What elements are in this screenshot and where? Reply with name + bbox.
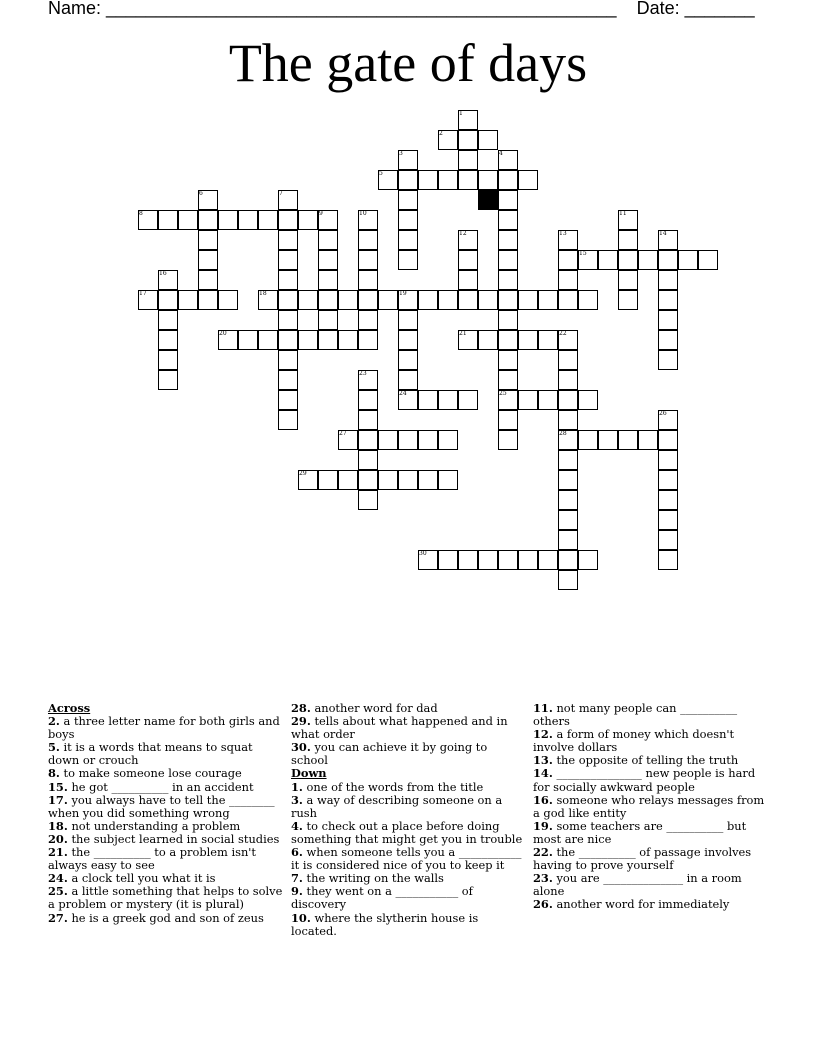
clue-number: 26 bbox=[659, 410, 667, 417]
grid-cell[interactable] bbox=[358, 390, 378, 410]
grid-cell[interactable] bbox=[398, 190, 418, 210]
grid-cell[interactable] bbox=[278, 250, 298, 270]
grid-cell[interactable] bbox=[638, 430, 658, 450]
clue bbox=[48, 912, 284, 925]
grid-cell[interactable] bbox=[618, 250, 638, 270]
clue bbox=[291, 912, 523, 938]
clue-number-label: 14. bbox=[533, 766, 553, 781]
name-field[interactable]: Name: ___________________________________________________ bbox=[48, 0, 617, 18]
grid-cell[interactable] bbox=[558, 370, 578, 390]
clue-number: 8 bbox=[139, 210, 143, 217]
grid-cell[interactable] bbox=[398, 210, 418, 230]
grid-cell[interactable] bbox=[158, 330, 178, 350]
grid-cell[interactable] bbox=[358, 230, 378, 250]
clue-text: the subject learned in social studies bbox=[67, 831, 280, 846]
clue-text: you always have to tell the ________ when you did something wrong bbox=[48, 792, 275, 820]
grid-cell[interactable] bbox=[178, 290, 198, 310]
grid-cell[interactable] bbox=[358, 250, 378, 270]
grid-cell[interactable] bbox=[658, 470, 678, 490]
clue-number-label: 19. bbox=[533, 818, 553, 833]
clue-number: 19 bbox=[399, 290, 407, 297]
grid-cell[interactable] bbox=[478, 290, 498, 310]
page-title: The gate of days bbox=[228, 33, 588, 93]
clue-text: the __________ of passage involves having to prove yourself bbox=[533, 845, 752, 873]
grid-cell[interactable] bbox=[358, 270, 378, 290]
clue-number-label: 6. bbox=[291, 845, 303, 860]
clue-number: 4 bbox=[499, 150, 503, 157]
clue-number-label: 3. bbox=[291, 792, 303, 807]
grid-cell[interactable] bbox=[298, 290, 318, 310]
grid-cell[interactable] bbox=[558, 410, 578, 430]
clue-number: 18 bbox=[259, 290, 267, 297]
clue-text: where the slytherin house is located. bbox=[291, 910, 479, 938]
clue-number: 9 bbox=[319, 210, 323, 217]
grid-cell[interactable] bbox=[458, 550, 478, 570]
clue-number-label: 16. bbox=[533, 792, 553, 807]
clues-column-1 bbox=[48, 702, 284, 925]
clue-number: 30 bbox=[419, 550, 427, 557]
grid-cell[interactable] bbox=[558, 550, 578, 570]
clue-text: you are ______________ in a room alone bbox=[533, 871, 742, 899]
grid-cell[interactable] bbox=[578, 290, 598, 310]
across-heading: Across bbox=[48, 701, 91, 715]
clue-number-label: 1. bbox=[291, 779, 303, 794]
grid-cell[interactable] bbox=[358, 450, 378, 470]
grid-cell[interactable] bbox=[438, 290, 458, 310]
grid-cell[interactable] bbox=[318, 270, 338, 290]
clue-number-label: 5. bbox=[48, 740, 60, 755]
grid-cell[interactable] bbox=[318, 310, 338, 330]
clue-number-label: 25. bbox=[48, 884, 68, 899]
clue-number-label: 22. bbox=[533, 845, 553, 860]
grid-cell[interactable] bbox=[278, 270, 298, 290]
grid-cell[interactable] bbox=[438, 390, 458, 410]
grid-cell[interactable] bbox=[398, 470, 418, 490]
clue-text: to check out a place before doing something that might get you in trouble bbox=[291, 818, 523, 846]
grid-cell[interactable] bbox=[678, 250, 698, 270]
grid-cell[interactable] bbox=[658, 550, 678, 570]
grid-cell[interactable] bbox=[198, 250, 218, 270]
grid-cell[interactable] bbox=[558, 530, 578, 550]
grid-cell[interactable] bbox=[498, 270, 518, 290]
grid-cell[interactable] bbox=[338, 470, 358, 490]
clue bbox=[533, 794, 769, 820]
grid-cell[interactable] bbox=[658, 490, 678, 510]
clue-text: a clock tell you what it is bbox=[67, 871, 216, 886]
grid-cell[interactable] bbox=[418, 170, 438, 190]
clue-number-label: 18. bbox=[48, 818, 68, 833]
clue-number-label: 13. bbox=[533, 753, 553, 768]
grid-cell[interactable] bbox=[338, 290, 358, 310]
clue-text: when someone tells you a ___________ it is considered nice of you to keep it bbox=[291, 845, 522, 873]
clue-number: 10 bbox=[359, 210, 367, 217]
grid-cell[interactable] bbox=[478, 170, 498, 190]
grid-cell[interactable] bbox=[658, 510, 678, 530]
grid-cell[interactable] bbox=[658, 290, 678, 310]
clue-number: 24 bbox=[399, 390, 407, 397]
grid-cell[interactable] bbox=[498, 310, 518, 330]
clue bbox=[48, 794, 284, 820]
clue-text: he is a greek god and son of zeus bbox=[67, 910, 264, 925]
grid-cell[interactable] bbox=[538, 290, 558, 310]
grid-cell[interactable] bbox=[558, 490, 578, 510]
grid-cell[interactable] bbox=[658, 250, 678, 270]
grid-cell[interactable] bbox=[158, 290, 178, 310]
grid-cell[interactable] bbox=[558, 450, 578, 470]
grid-cell[interactable] bbox=[498, 190, 518, 210]
grid-cell[interactable] bbox=[398, 250, 418, 270]
grid-cell[interactable] bbox=[258, 210, 278, 230]
clue-number-label: 10. bbox=[291, 910, 311, 925]
clue-text: the writing on the walls bbox=[302, 871, 444, 886]
grid-cell[interactable] bbox=[458, 390, 478, 410]
clue bbox=[533, 872, 769, 898]
clue-number: 25 bbox=[499, 390, 507, 397]
grid-cell[interactable] bbox=[358, 470, 378, 490]
grid-cell[interactable] bbox=[318, 290, 338, 310]
clue bbox=[533, 898, 769, 911]
grid-cell[interactable] bbox=[278, 350, 298, 370]
clue-number: 29 bbox=[299, 470, 307, 477]
clues-column-3 bbox=[533, 702, 769, 912]
grid-cell[interactable] bbox=[458, 130, 478, 150]
grid-cell[interactable] bbox=[398, 430, 418, 450]
clue-text: a form of money which doesn't involve dollars bbox=[533, 727, 735, 755]
clue-text: not understanding a problem bbox=[67, 818, 241, 833]
grid-cell[interactable] bbox=[418, 430, 438, 450]
grid-cell[interactable] bbox=[198, 210, 218, 230]
grid-cell[interactable] bbox=[158, 350, 178, 370]
grid-cell[interactable] bbox=[558, 390, 578, 410]
grid-cell[interactable] bbox=[398, 330, 418, 350]
clue-number-label: 7. bbox=[291, 871, 303, 886]
clue bbox=[533, 702, 769, 728]
clue-number-label: 8. bbox=[48, 766, 60, 781]
grid-cell[interactable] bbox=[358, 490, 378, 510]
clue-number: 17 bbox=[139, 290, 147, 297]
grid-cell[interactable] bbox=[618, 230, 638, 250]
clue-text: someone who relays messages from a god like entity bbox=[533, 792, 765, 820]
grid-cell[interactable] bbox=[538, 330, 558, 350]
clue-text: another word for dad bbox=[310, 701, 438, 715]
clue bbox=[533, 820, 769, 846]
clue-text: tells about what happened and in what order bbox=[291, 714, 508, 742]
clue-text: not many people can __________ others bbox=[533, 701, 738, 729]
grid-cell[interactable] bbox=[198, 270, 218, 290]
clue-text: it is a words that means to squat down or crouch bbox=[48, 740, 253, 768]
clue-text: the __________ to a problem isn't always easy to see bbox=[48, 845, 256, 873]
grid-cell[interactable] bbox=[278, 290, 298, 310]
clue bbox=[48, 741, 284, 767]
clue-number: 21 bbox=[459, 330, 467, 337]
clue bbox=[533, 767, 769, 793]
grid-cell[interactable] bbox=[658, 270, 678, 290]
grid-cell[interactable] bbox=[418, 390, 438, 410]
grid-cell[interactable] bbox=[538, 390, 558, 410]
grid-cell[interactable] bbox=[278, 310, 298, 330]
grid-cell[interactable] bbox=[358, 290, 378, 310]
grid-cell[interactable] bbox=[558, 270, 578, 290]
grid-cell[interactable] bbox=[458, 150, 478, 170]
grid-cell[interactable] bbox=[558, 350, 578, 370]
grid-cell[interactable] bbox=[498, 410, 518, 430]
clue-number: 1 bbox=[459, 110, 463, 117]
grid-cell[interactable] bbox=[498, 210, 518, 230]
grid-cell[interactable] bbox=[278, 330, 298, 350]
grid-cell[interactable] bbox=[358, 410, 378, 430]
grid-cell[interactable] bbox=[418, 290, 438, 310]
grid-cell[interactable] bbox=[658, 430, 678, 450]
clue-number: 5 bbox=[379, 170, 383, 177]
down-heading: Down bbox=[291, 766, 327, 781]
grid-cell[interactable] bbox=[598, 430, 618, 450]
clue-text: a little something that helps to solve a problem or mystery (it is plural) bbox=[48, 884, 283, 912]
grid-cell[interactable] bbox=[398, 370, 418, 390]
grid-cell[interactable] bbox=[658, 350, 678, 370]
grid-cell[interactable] bbox=[578, 550, 598, 570]
grid-cell[interactable] bbox=[438, 430, 458, 450]
clue bbox=[291, 846, 523, 872]
grid-cell[interactable] bbox=[618, 430, 638, 450]
grid-cell[interactable] bbox=[198, 230, 218, 250]
grid-cell[interactable] bbox=[598, 250, 618, 270]
clue-number: 14 bbox=[659, 230, 667, 237]
grid-cell[interactable] bbox=[558, 510, 578, 530]
clue-number: 6 bbox=[199, 190, 203, 197]
clue-number: 15 bbox=[579, 250, 587, 257]
grid-cell[interactable] bbox=[498, 230, 518, 250]
grid-cell[interactable] bbox=[518, 330, 538, 350]
date-field[interactable]: Date: _______ bbox=[636, 0, 755, 18]
clue-number-label: 2. bbox=[48, 714, 60, 729]
clue-text: _______________ new people is hard for socially awkward people bbox=[533, 766, 756, 794]
grid-cell[interactable] bbox=[658, 330, 678, 350]
grid-cell[interactable] bbox=[198, 290, 218, 310]
grid-cell[interactable] bbox=[158, 370, 178, 390]
grid-cell[interactable] bbox=[358, 330, 378, 350]
grid-cell[interactable] bbox=[458, 170, 478, 190]
clue-number-label: 26. bbox=[533, 897, 553, 912]
clue-text: the opposite of telling the truth bbox=[552, 753, 739, 768]
grid-cell[interactable] bbox=[518, 550, 538, 570]
clue bbox=[48, 715, 284, 741]
clue bbox=[48, 846, 284, 872]
grid-cell[interactable] bbox=[218, 210, 238, 230]
grid-cell[interactable] bbox=[398, 170, 418, 190]
clue-number: 11 bbox=[619, 210, 627, 217]
clue-number: 27 bbox=[339, 430, 347, 437]
grid-cell[interactable] bbox=[358, 310, 378, 330]
grid-cell[interactable] bbox=[378, 470, 398, 490]
grid-cell[interactable] bbox=[498, 250, 518, 270]
clue-text: you can achieve it by going to school bbox=[291, 740, 488, 768]
clue bbox=[291, 885, 523, 911]
clue-number: 20 bbox=[219, 330, 227, 337]
clue-number-label: 29. bbox=[291, 714, 311, 729]
clue bbox=[291, 820, 523, 846]
clue-number-label: 24. bbox=[48, 871, 68, 886]
grid-cell[interactable] bbox=[318, 250, 338, 270]
clue-number: 7 bbox=[279, 190, 283, 197]
clue bbox=[533, 846, 769, 872]
grid-cell[interactable] bbox=[318, 470, 338, 490]
grid-cell[interactable] bbox=[458, 250, 478, 270]
grid-cell[interactable] bbox=[378, 290, 398, 310]
clue bbox=[291, 794, 523, 820]
grid-cell[interactable] bbox=[458, 290, 478, 310]
clue-number: 28 bbox=[559, 430, 567, 437]
clue-number-label: 28. bbox=[291, 701, 311, 715]
clue bbox=[533, 728, 769, 754]
clue-text: they went on a ___________ of discovery bbox=[291, 884, 473, 912]
grid-cell[interactable] bbox=[658, 450, 678, 470]
grid-cell[interactable] bbox=[278, 230, 298, 250]
grid-cell[interactable] bbox=[698, 250, 718, 270]
clue-number: 22 bbox=[559, 330, 567, 337]
grid-cell[interactable] bbox=[578, 390, 598, 410]
clue-text: he got __________ in an accident bbox=[67, 779, 254, 794]
grid-cell[interactable] bbox=[518, 390, 538, 410]
clue-number: 12 bbox=[459, 230, 467, 237]
grid-cell[interactable] bbox=[318, 230, 338, 250]
clue-number-label: 30. bbox=[291, 740, 311, 755]
grid-cell[interactable] bbox=[438, 470, 458, 490]
clue-text: some teachers are __________ but most are nice bbox=[533, 818, 747, 846]
clue-number-label: 20. bbox=[48, 831, 68, 846]
clue-number-label: 12. bbox=[533, 727, 553, 742]
grid-cell[interactable] bbox=[498, 350, 518, 370]
clue-number: 13 bbox=[559, 230, 567, 237]
grid-cell[interactable] bbox=[638, 250, 658, 270]
clue bbox=[291, 715, 523, 741]
grid-cell[interactable] bbox=[618, 290, 638, 310]
clue-text: to make someone lose courage bbox=[59, 766, 242, 781]
grid-cell[interactable] bbox=[578, 430, 598, 450]
grid-cell[interactable] bbox=[438, 550, 458, 570]
grid-cell[interactable] bbox=[558, 290, 578, 310]
grid-cell[interactable] bbox=[158, 210, 178, 230]
grid-cell[interactable] bbox=[218, 290, 238, 310]
grid-cell[interactable] bbox=[378, 430, 398, 450]
grid-cell[interactable] bbox=[358, 430, 378, 450]
grid-cell[interactable] bbox=[658, 310, 678, 330]
grid-cell[interactable] bbox=[278, 210, 298, 230]
grid-cell[interactable] bbox=[318, 330, 338, 350]
grid-cell[interactable] bbox=[498, 330, 518, 350]
grid-cell[interactable] bbox=[278, 390, 298, 410]
grid-cell[interactable] bbox=[238, 330, 258, 350]
grid-cell[interactable] bbox=[498, 290, 518, 310]
grid-cell[interactable] bbox=[298, 210, 318, 230]
clue bbox=[291, 741, 523, 767]
clue-number: 23 bbox=[359, 370, 367, 377]
grid-cell[interactable] bbox=[178, 210, 198, 230]
grid-cell[interactable] bbox=[418, 470, 438, 490]
clue-number: 3 bbox=[399, 150, 403, 157]
grid-cell[interactable] bbox=[478, 550, 498, 570]
grid-cell[interactable] bbox=[618, 270, 638, 290]
clue-number: 2 bbox=[439, 130, 443, 137]
grid-cell[interactable] bbox=[158, 310, 178, 330]
grid-cell[interactable] bbox=[498, 550, 518, 570]
grid-cell[interactable] bbox=[498, 370, 518, 390]
clue-text: another word for immediately bbox=[552, 897, 730, 912]
clue-number: 16 bbox=[159, 270, 167, 277]
grid-cell[interactable] bbox=[458, 270, 478, 290]
clue bbox=[48, 885, 284, 911]
clue-text: one of the words from the title bbox=[302, 779, 484, 794]
grid-cell[interactable] bbox=[398, 230, 418, 250]
grid-cell[interactable] bbox=[538, 550, 558, 570]
grid-cell[interactable] bbox=[278, 410, 298, 430]
grid-cell[interactable] bbox=[278, 370, 298, 390]
grid-cell[interactable] bbox=[498, 170, 518, 190]
grid-cell[interactable] bbox=[238, 210, 258, 230]
clue-number-label: 9. bbox=[291, 884, 303, 899]
grid-cell[interactable] bbox=[518, 170, 538, 190]
clue-text: a way of describing someone on a rush bbox=[291, 792, 503, 820]
grid-cell[interactable] bbox=[558, 570, 578, 590]
clue-number-label: 4. bbox=[291, 818, 303, 833]
clue-number-label: 23. bbox=[533, 871, 553, 886]
clue-number-label: 27. bbox=[48, 910, 68, 925]
grid-cell[interactable] bbox=[478, 330, 498, 350]
grid-cell[interactable] bbox=[478, 130, 498, 150]
black-square bbox=[478, 190, 498, 210]
clue-number-label: 15. bbox=[48, 779, 68, 794]
grid-cell[interactable] bbox=[518, 290, 538, 310]
grid-cell[interactable] bbox=[258, 330, 278, 350]
clue-number-label: 17. bbox=[48, 792, 68, 807]
grid-cell[interactable] bbox=[498, 430, 518, 450]
grid-cell[interactable] bbox=[558, 470, 578, 490]
grid-cell[interactable] bbox=[298, 330, 318, 350]
grid-cell[interactable] bbox=[438, 170, 458, 190]
grid-cell[interactable] bbox=[398, 350, 418, 370]
clue-text: a three letter name for both girls and boys bbox=[48, 714, 280, 742]
grid-cell[interactable] bbox=[398, 310, 418, 330]
grid-cell[interactable] bbox=[558, 250, 578, 270]
grid-cell[interactable] bbox=[338, 330, 358, 350]
clue-number-label: 11. bbox=[533, 701, 553, 715]
clues-column-2 bbox=[291, 702, 523, 938]
grid-cell[interactable] bbox=[658, 530, 678, 550]
clue-number-label: 21. bbox=[48, 845, 68, 860]
